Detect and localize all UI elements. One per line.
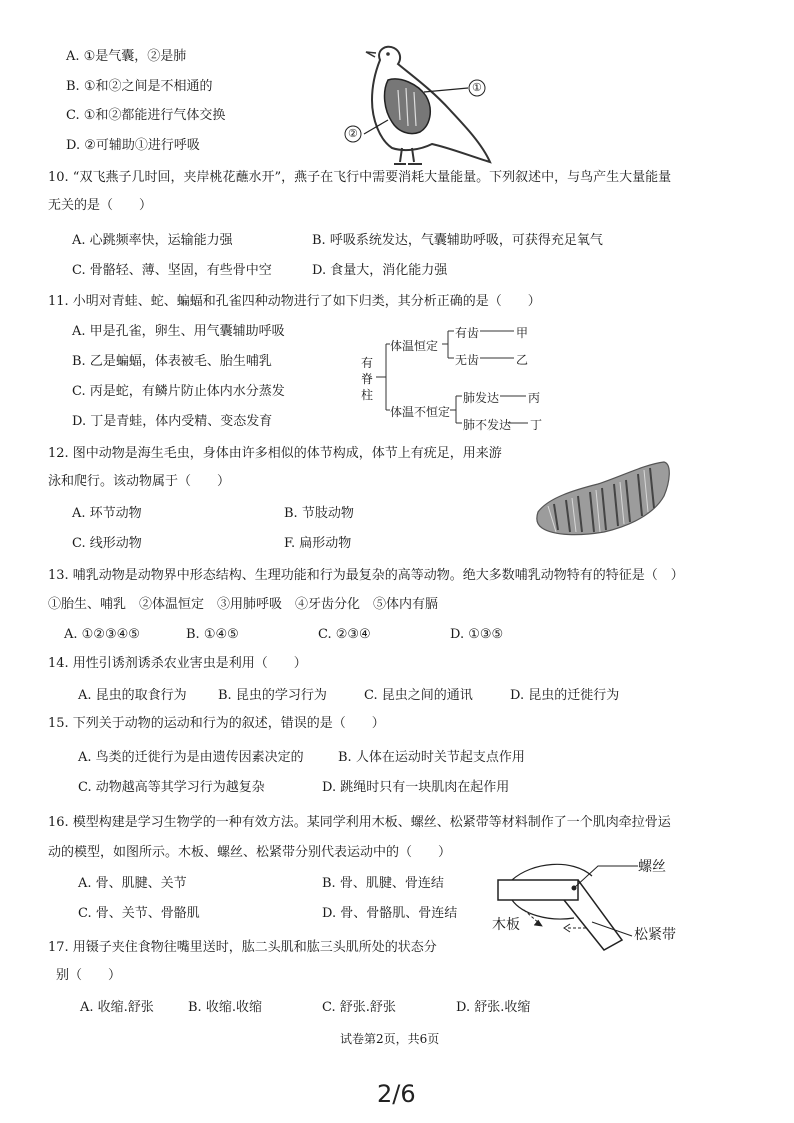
q12-stem-line2: 泳和爬行。该动物属于（ ） [48, 474, 231, 489]
q14-option-c: C. 昆虫之间的通讯 [364, 688, 473, 703]
classification-tree [352, 318, 552, 438]
q11-stem: 11. 小明对青蛙、蛇、蝙蝠和孔雀四种动物进行了如下归类，其分析正确的是（ ） [48, 294, 541, 309]
q13-option-c: C. ②③④ [318, 627, 371, 642]
q12-option-d: F. 扁形动物 [284, 536, 352, 551]
tree-leaf-no-teeth: 无齿 [455, 353, 480, 367]
q13-stem: 13. 哺乳动物是动物界中形态结构、生理功能和行为最复杂的高等动物。绝大多数哺乳动物特有的特征是（ ） [48, 568, 684, 583]
muscle-model-figure [482, 852, 692, 952]
tree-root-char-3: 柱 [361, 388, 374, 402]
q14-stem: 14. 用性引诱剂诱杀农业害虫是利用（ ） [48, 656, 307, 671]
tree-root-char-2: 脊 [361, 372, 374, 386]
q9-option-d: D. ②可辅助①进行呼吸 [66, 138, 200, 153]
q15-stem: 15. 下列关于动物的运动和行为的叙述，错误的是（ ） [48, 716, 385, 731]
q15-option-d: D. 跳绳时只有一块肌肉在起作用 [322, 780, 510, 795]
tree-result-jia: 甲 [516, 326, 529, 340]
tree-result-yi: 乙 [516, 353, 529, 367]
q15-option-b: B. 人体在运动时关节起支点作用 [338, 750, 525, 765]
tree-node-variable-temp: 体温不恒定 [390, 405, 451, 419]
q13-option-a: A. ①②③④⑤ [64, 627, 140, 642]
q9-option-b: B. ①和②之间是不相通的 [66, 79, 213, 94]
page-footer: 试卷第2页，共6页 [340, 1032, 440, 1046]
q16-option-a: A. 骨、肌腱、关节 [78, 876, 187, 891]
q10-option-a: A. 心跳频率快，运输能力强 [72, 233, 233, 248]
q15-option-c: C. 动物越高等其学习行为越复杂 [78, 780, 265, 795]
tree-leaf-teeth: 有齿 [455, 326, 480, 340]
q16-option-d: D. 骨、骨骼肌、骨连结 [322, 906, 458, 921]
tree-leaf-lungs-developed: 肺发达 [463, 391, 500, 405]
q17-stem-line1: 17. 用镊子夹住食物往嘴里送时，肱二头肌和肱三头肌所处的状态分 [48, 940, 437, 955]
tree-result-ding: 丁 [530, 418, 543, 432]
q11-option-d: D. 丁是青蛙，体内受精、变态发育 [72, 414, 273, 429]
q17-option-a: A. 收缩.舒张 [80, 1000, 154, 1015]
tree-result-bing: 丙 [528, 391, 541, 405]
q11-option-b: B. 乙是蝙蝠，体表被毛、胎生哺乳 [72, 354, 272, 369]
q13-option-d: D. ①③⑤ [450, 627, 504, 642]
bird-label-1: ① [472, 81, 482, 94]
q14-option-a: A. 昆虫的取食行为 [78, 688, 187, 703]
q10-stem-line2: 无关的是（ ） [48, 198, 153, 213]
label-board: 木板 [492, 917, 520, 933]
q15-option-a: A. 鸟类的迁徙行为是由遗传因素决定的 [78, 750, 304, 765]
q16-stem-line2: 动的模型，如图所示。木板、螺丝、松紧带分别代表运动中的（ ） [48, 845, 452, 860]
q16-option-b: B. 骨、肌腱、骨连结 [322, 876, 444, 891]
label-screw: 螺丝 [638, 859, 666, 875]
q12-stem-line1: 12. 图中动物是海生毛虫，身体由许多相似的体节构成，体节上有疣足，用来游 [48, 446, 502, 461]
q10-option-c: C. 骨骼轻、薄、坚固，有些骨中空 [72, 263, 272, 278]
q10-option-b: B. 呼吸系统发达，气囊辅助呼吸，可获得充足氧气 [312, 233, 603, 248]
q10-stem-line1: 10. “双飞燕子几时回，夹岸桃花蘸水开”，燕子在飞行中需要消耗大量能量。下列叙述中，与鸟产生大量能量 [48, 170, 672, 185]
q11-option-c: C. 丙是蛇，有鳞片防止体内水分蒸发 [72, 384, 285, 399]
sea-worm-figure [534, 456, 674, 540]
q9-option-c: C. ①和②都能进行气体交换 [66, 108, 226, 123]
q16-stem-line1: 16. 模型构建是学习生物学的一种有效方法。某同学利用木板、螺丝、松紧带等材料制作了一个肌肉牵拉骨运 [48, 815, 671, 830]
q9-option-a: A. ①是气囊，②是肺 [66, 49, 187, 64]
label-elastic-band: 松紧带 [634, 927, 676, 943]
q12-option-b: B. 节肢动物 [284, 506, 354, 521]
q11-option-a: A. 甲是孔雀，卵生、用气囊辅助呼吸 [72, 324, 285, 339]
q14-option-d: D. 昆虫的迁徙行为 [510, 688, 620, 703]
bird-label-2: ② [348, 127, 358, 140]
tree-node-constant-temp: 体温恒定 [390, 339, 439, 353]
page-indicator: 2/6 [377, 1080, 416, 1108]
q12-option-c: C. 线形动物 [72, 536, 142, 551]
q17-option-d: D. 舒张.收缩 [456, 1000, 531, 1015]
q14-option-b: B. 昆虫的学习行为 [218, 688, 327, 703]
tree-root-char-1: 有 [361, 356, 374, 370]
q10-option-d: D. 食量大，消化能力强 [312, 263, 448, 278]
q13-option-b: B. ①④⑤ [186, 627, 239, 642]
q12-option-a: A. 环节动物 [72, 506, 142, 521]
q17-stem-line2: 别（ ） [56, 968, 122, 983]
tree-leaf-lungs-undeveloped: 肺不发达 [463, 418, 512, 432]
q16-option-c: C. 骨、关节、骨骼肌 [78, 906, 200, 921]
q17-option-c: C. 舒张.舒张 [322, 1000, 396, 1015]
q17-option-b: B. 收缩.收缩 [188, 1000, 262, 1015]
q13-items: ①胎生、哺乳 ②体温恒定 ③用肺呼吸 ④牙齿分化 ⑤体内有膈 [48, 597, 439, 612]
bird-respiratory-figure [340, 40, 500, 170]
